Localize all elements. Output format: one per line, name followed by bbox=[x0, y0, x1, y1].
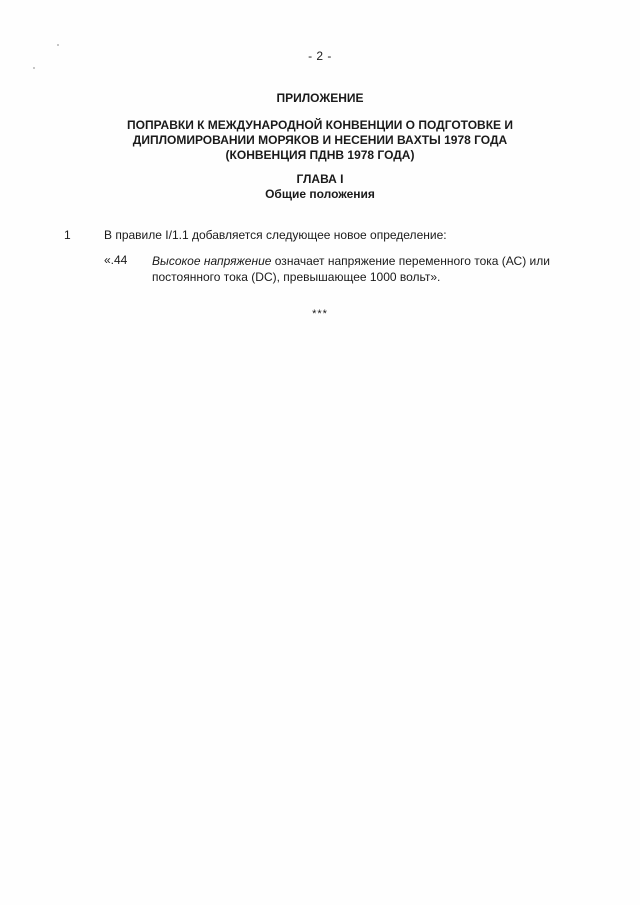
definition-text-part: означает напряжение переменного тока (АС) или bbox=[271, 254, 550, 268]
definition-term: Высокое напряжение bbox=[152, 254, 272, 268]
convention-title-line: ПОПРАВКИ К МЕЖДУНАРОДНОЙ КОНВЕНЦИИ О ПОДГОТОВКЕ И bbox=[127, 118, 513, 132]
chapter-title: ГЛАВА I bbox=[296, 172, 344, 186]
convention-title-line: (КОНВЕНЦИЯ ПДНВ 1978 ГОДА) bbox=[225, 148, 415, 162]
paragraph-number: 1 bbox=[64, 228, 71, 242]
definition-line: постоянного тока (DC), превышающее 1000 вольт». bbox=[152, 270, 441, 284]
scan-speck bbox=[33, 67, 35, 69]
convention-title bbox=[90, 118, 550, 163]
convention-title-line: ДИПЛОМИРОВАНИИ МОРЯКОВ И НЕСЕНИИ ВАХТЫ 1978 ГОДА bbox=[132, 133, 508, 147]
page-number: - 2 - bbox=[308, 49, 332, 63]
definition-number: «.44 bbox=[104, 253, 128, 267]
chapter-subtitle: Общие положения bbox=[265, 187, 375, 201]
annex-title: ПРИЛОЖЕНИЕ bbox=[276, 91, 364, 105]
end-mark: *** bbox=[312, 308, 328, 320]
scan-speck bbox=[57, 44, 59, 46]
definition-line bbox=[152, 253, 572, 269]
definition-text bbox=[152, 253, 572, 285]
paragraph-text: В правиле I/1.1 добавляется следующее новое определение: bbox=[104, 228, 447, 242]
